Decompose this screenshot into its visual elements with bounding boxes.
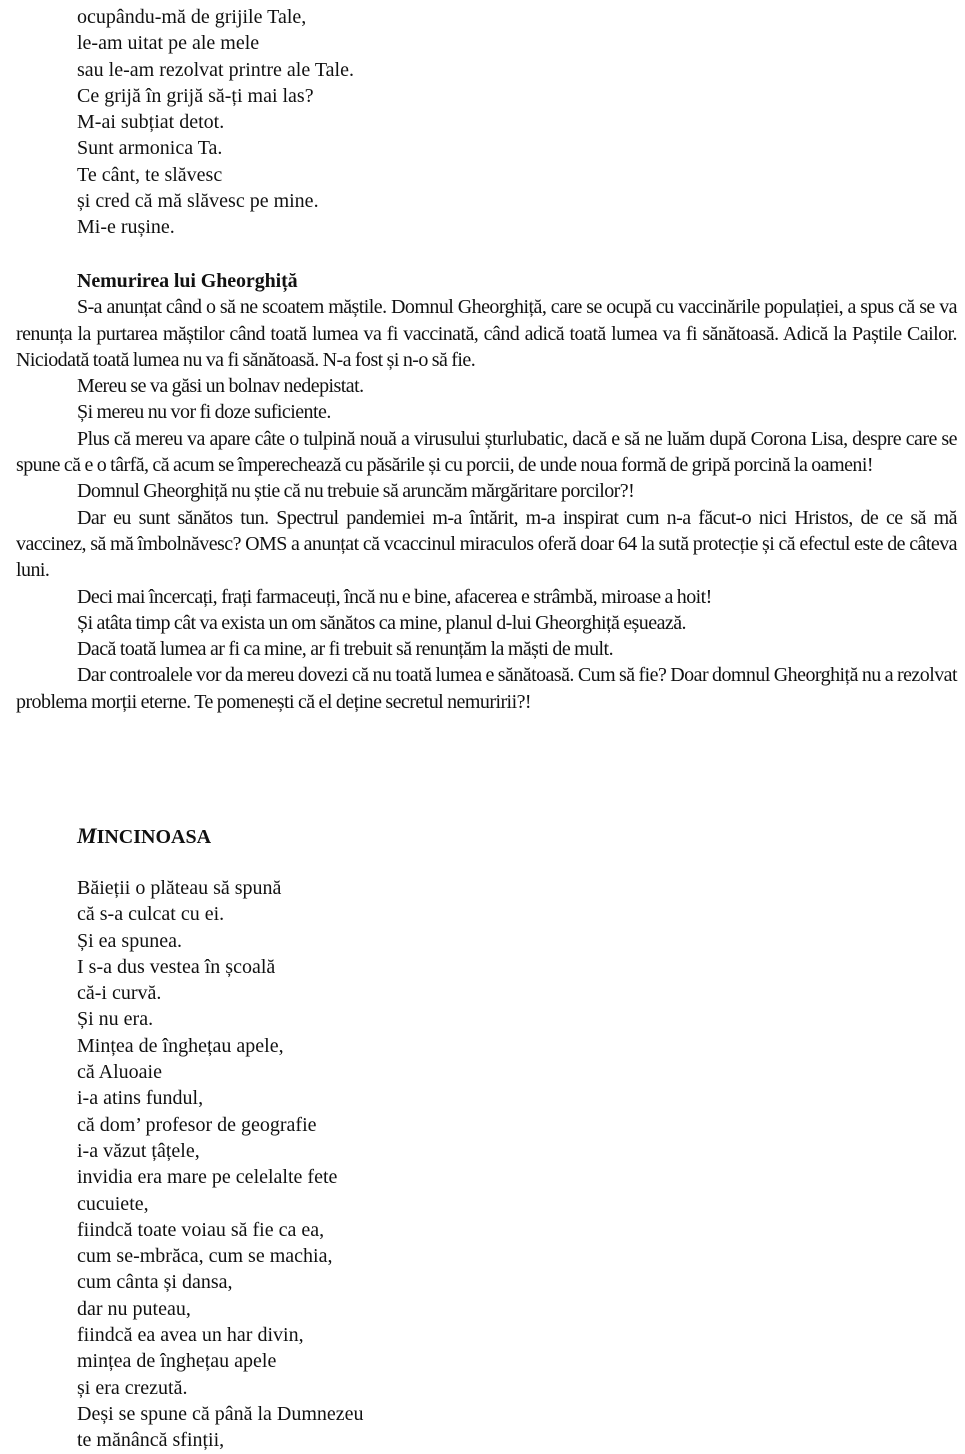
- paragraph: Dacă toată lumea ar fi ca mine, ar fi trebuit să renunțăm la măști de mult.: [77, 638, 614, 661]
- poem-line: că s-a culcat cu ei.: [77, 903, 225, 926]
- poem-line: te mănâncă sfinții,: [77, 1429, 225, 1452]
- paragraph: Dar controalele vor da mereu dovezi că nu toată lumea e sănătoasă. Cum să fie? Doar domnul Gheorghiță nu a rezolvat problema morții eterne. Te pomenești că el deține secretul nemuririi?!: [16, 664, 957, 713]
- poem-line: Mi-e rușine.: [77, 216, 175, 239]
- title-rest: INCINOASA: [96, 826, 212, 848]
- poem-line: Și ea spunea.: [77, 929, 182, 952]
- poem-line: Sunt armonica Ta.: [77, 137, 223, 160]
- poem-line: i-a atins fundul,: [77, 1087, 204, 1110]
- paragraph: Plus că mereu va apare câte o tulpină nouă a virusului șturlubatic, dacă e să ne luăm după Corona Lisa, despre care se spune că e o târfă, că acum se împerechează cu păsările și cu porcii, de unde noua formă de gripă porcină la oameni!: [16, 427, 957, 477]
- poem-line: Mințea de înghețau apele,: [77, 1034, 284, 1057]
- poem-line: fiindcă toate voiau să fie ca ea,: [77, 1218, 325, 1241]
- poem-line: cum se-mbrăca, cum se machia,: [77, 1245, 333, 1268]
- paragraph: Și mereu nu vor fi doze suficiente.: [77, 401, 331, 424]
- poem-line: că Aluoaie: [77, 1061, 162, 1084]
- section-title-mincinoasa: [77, 823, 211, 850]
- section-title-nemurirea: Nemurirea lui Gheorghiță: [77, 270, 298, 292]
- poem-line: că dom’ profesor de geografie: [77, 1113, 317, 1136]
- paragraph: Și atâta timp cât va exista un om sănătos ca mine, planul d-lui Gheorghiță eșuează.: [77, 611, 687, 634]
- poem-line: Deși se spune că până la Dumnezeu: [77, 1402, 364, 1425]
- poem-continuation: [0, 4, 354, 241]
- paragraph: S-a anunțat când o să ne scoatem măștile. Domnul Gheorghiță, care se ocupă cu vaccinările populației, a spus că se va renunța la purtarea măștilor când toată lumea va fi vaccinată, când adică toată lumea va fi sănătoasă. Adică la Paștile Cailor. Niciodată toată lumea nu va fi sănătoasă. N-a fost și n-o să fie.: [16, 296, 957, 371]
- poem-line: i-a văzut țâțele,: [77, 1139, 200, 1162]
- paragraph: Mereu se va găsi un bolnav nedepistat.: [77, 375, 364, 398]
- poem-line: cum cânta și dansa,: [77, 1271, 233, 1294]
- paragraph: Deci mai încercați, frați farmaceuți, încă nu e bine, afacerea e strâmbă, miroase a hoit!: [77, 585, 712, 608]
- paragraph: Domnul Gheorghiță nu știe că nu trebuie să aruncăm mărgăritare porcilor?!: [77, 480, 635, 503]
- poem-line: ocupându-mă de grijile Tale,: [77, 6, 307, 28]
- title-initial: M: [77, 823, 97, 848]
- poem-line: că-i curvă.: [77, 982, 162, 1005]
- poem-line: și cred că mă slăvesc pe mine.: [77, 190, 319, 213]
- poem-line: și era crezută.: [77, 1376, 188, 1399]
- poem-line: M-ai subțiat detot.: [77, 111, 225, 134]
- paragraph: Dar eu sunt sănătos tun. Spectrul pandemiei m-a întărit, m-a inspirat cum n-a făcut-o nici Hristos, de ce să mă vaccinez, să mă îmbolnăvesc? OMS a anunțat că vcaccinul miraculos oferă doar 64 la sută protecție și că efectul este de câteva luni.: [16, 506, 957, 582]
- poem-mincinoasa: [0, 875, 364, 1454]
- poem-line: fiindcă ea avea un har divin,: [77, 1324, 304, 1347]
- poem-line: cucuiete,: [77, 1192, 149, 1215]
- poem-line: Te cânt, te slăvesc: [77, 163, 223, 186]
- poem-line: Și nu era.: [77, 1008, 154, 1031]
- section-body-nemurirea: [16, 294, 957, 715]
- poem-line: sau le-am rezolvat printre ale Tale.: [77, 58, 354, 81]
- poem-line: dar nu puteau,: [77, 1297, 191, 1320]
- poem-line: Ce grijă în grijă să-ți mai las?: [77, 84, 314, 107]
- poem-line: Băieții o plăteau să spună: [77, 877, 282, 899]
- poem-line: le-am uitat pe ale mele: [77, 32, 260, 55]
- poem-line: mințea de înghețau apele: [77, 1350, 277, 1373]
- poem-line: I s-a dus vestea în școală: [77, 955, 276, 978]
- poem-line: invidia era mare pe celelalte fete: [77, 1166, 338, 1189]
